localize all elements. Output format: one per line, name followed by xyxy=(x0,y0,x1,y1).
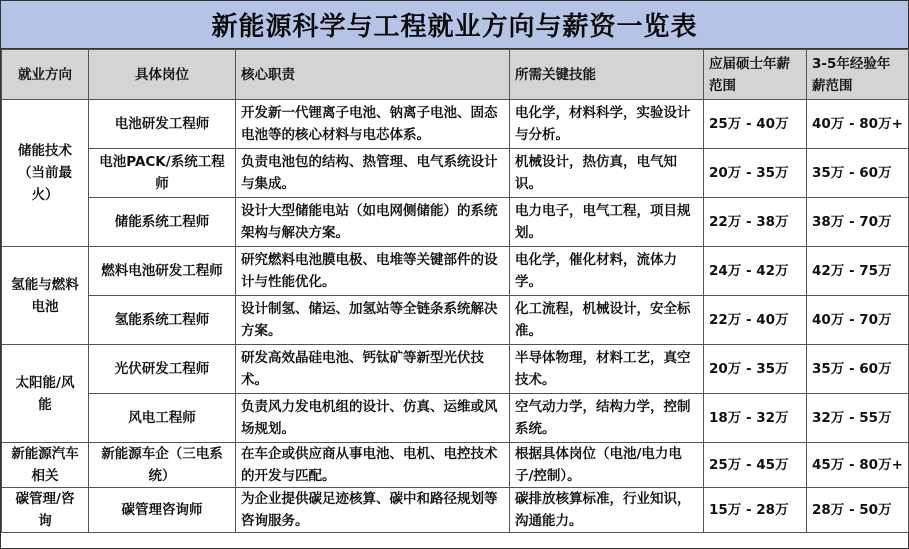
table-row xyxy=(2,100,909,149)
cell-duties: 负责电池包的结构、热管理、电气系统设计与集成。 xyxy=(236,149,510,198)
table-row xyxy=(2,247,909,296)
cell-salary-master: 24万 - 42万 xyxy=(704,247,807,296)
cell-skills: 碳排放核算标准，行业知识，沟通能力。 xyxy=(510,488,704,533)
cell-salary-master: 22万 - 38万 xyxy=(704,198,807,247)
cell-direction: 新能源汽车相关 xyxy=(2,443,89,488)
cell-skills: 化工流程，机械设计，安全标准。 xyxy=(510,296,704,345)
table-title: 新能源科学与工程就业方向与薪资一览表 xyxy=(1,1,908,49)
cell-salary-3to5: 40万 - 80万+ xyxy=(807,100,909,149)
cell-salary-3to5: 38万 - 70万 xyxy=(807,198,909,247)
cell-salary-3to5: 42万 - 75万 xyxy=(807,247,909,296)
cell-duties: 开发新一代锂离子电池、钠离子电池、固态电池等的核心材料与电芯体系。 xyxy=(236,100,510,149)
cell-position: 氢能系统工程师 xyxy=(89,296,236,345)
header-row xyxy=(2,50,909,100)
cell-direction: 碳管理/咨询 xyxy=(2,488,89,533)
cell-salary-master: 25万 - 40万 xyxy=(704,100,807,149)
cell-skills: 空气动力学，结构力学，控制系统。 xyxy=(510,394,704,443)
cell-salary-master: 22万 - 40万 xyxy=(704,296,807,345)
header-salary-3to5: 3-5年经验年薪范围 xyxy=(807,50,909,100)
cell-position: 风电工程师 xyxy=(89,394,236,443)
cell-salary-master: 25万 - 45万 xyxy=(704,443,807,488)
cell-position: 碳管理咨询师 xyxy=(89,488,236,533)
cell-position: 燃料电池研发工程师 xyxy=(89,247,236,296)
cell-salary-3to5: 45万 - 80万+ xyxy=(807,443,909,488)
cell-skills: 根据具体岗位（电池/电力电子/控制）。 xyxy=(510,443,704,488)
salary-table xyxy=(1,49,909,533)
table-row xyxy=(2,149,909,198)
cell-duties: 设计制氢、储运、加氢站等全链条系统解决方案。 xyxy=(236,296,510,345)
header-position: 具体岗位 xyxy=(89,50,236,100)
header-skills: 所需关键技能 xyxy=(510,50,704,100)
cell-salary-3to5: 32万 - 55万 xyxy=(807,394,909,443)
cell-skills: 机械设计，热仿真，电气知识。 xyxy=(510,149,704,198)
header-salary-master: 应届硕士年薪范围 xyxy=(704,50,807,100)
cell-direction: 太阳能/风能 xyxy=(2,345,89,443)
cell-skills: 电力电子，电气工程，项目规划。 xyxy=(510,198,704,247)
table-row xyxy=(2,443,909,488)
cell-salary-master: 15万 - 28万 xyxy=(704,488,807,533)
cell-salary-3to5: 35万 - 60万 xyxy=(807,149,909,198)
cell-direction: 储能技术（当前最火） xyxy=(2,100,89,247)
cell-duties: 在车企或供应商从事电池、电机、电控技术的开发与匹配。 xyxy=(236,443,510,488)
cell-salary-3to5: 35万 - 60万 xyxy=(807,345,909,394)
table-row xyxy=(2,198,909,247)
table-row xyxy=(2,296,909,345)
cell-salary-master: 20万 - 35万 xyxy=(704,149,807,198)
cell-skills: 电化学，催化材料，流体力学。 xyxy=(510,247,704,296)
cell-duties: 为企业提供碳足迹核算、碳中和路径规划等咨询服务。 xyxy=(236,488,510,533)
cell-position: 电池研发工程师 xyxy=(89,100,236,149)
cell-position: 储能系统工程师 xyxy=(89,198,236,247)
cell-salary-3to5: 28万 - 50万 xyxy=(807,488,909,533)
table-row xyxy=(2,488,909,533)
cell-duties: 负责风力发电机组的设计、仿真、运维或风场规划。 xyxy=(236,394,510,443)
cell-skills: 半导体物理，材料工艺，真空技术。 xyxy=(510,345,704,394)
table-row xyxy=(2,394,909,443)
table-body xyxy=(2,100,909,533)
header-duties: 核心职责 xyxy=(236,50,510,100)
header-direction: 就业方向 xyxy=(2,50,89,100)
cell-salary-3to5: 40万 - 70万 xyxy=(807,296,909,345)
cell-salary-master: 18万 - 32万 xyxy=(704,394,807,443)
cell-position: 电池PACK/系统工程师 xyxy=(89,149,236,198)
cell-duties: 研究燃料电池膜电极、电堆等关键部件的设计与性能优化。 xyxy=(236,247,510,296)
cell-skills: 电化学，材料科学，实验设计与分析。 xyxy=(510,100,704,149)
cell-position: 新能源车企（三电系统） xyxy=(89,443,236,488)
cell-position: 光伏研发工程师 xyxy=(89,345,236,394)
cell-duties: 研发高效晶硅电池、钙钛矿等新型光伏技术。 xyxy=(236,345,510,394)
cell-direction: 氢能与燃料电池 xyxy=(2,247,89,345)
cell-salary-master: 20万 - 35万 xyxy=(704,345,807,394)
table-row xyxy=(2,345,909,394)
cell-duties: 设计大型储能电站（如电网侧储能）的系统架构与解决方案。 xyxy=(236,198,510,247)
